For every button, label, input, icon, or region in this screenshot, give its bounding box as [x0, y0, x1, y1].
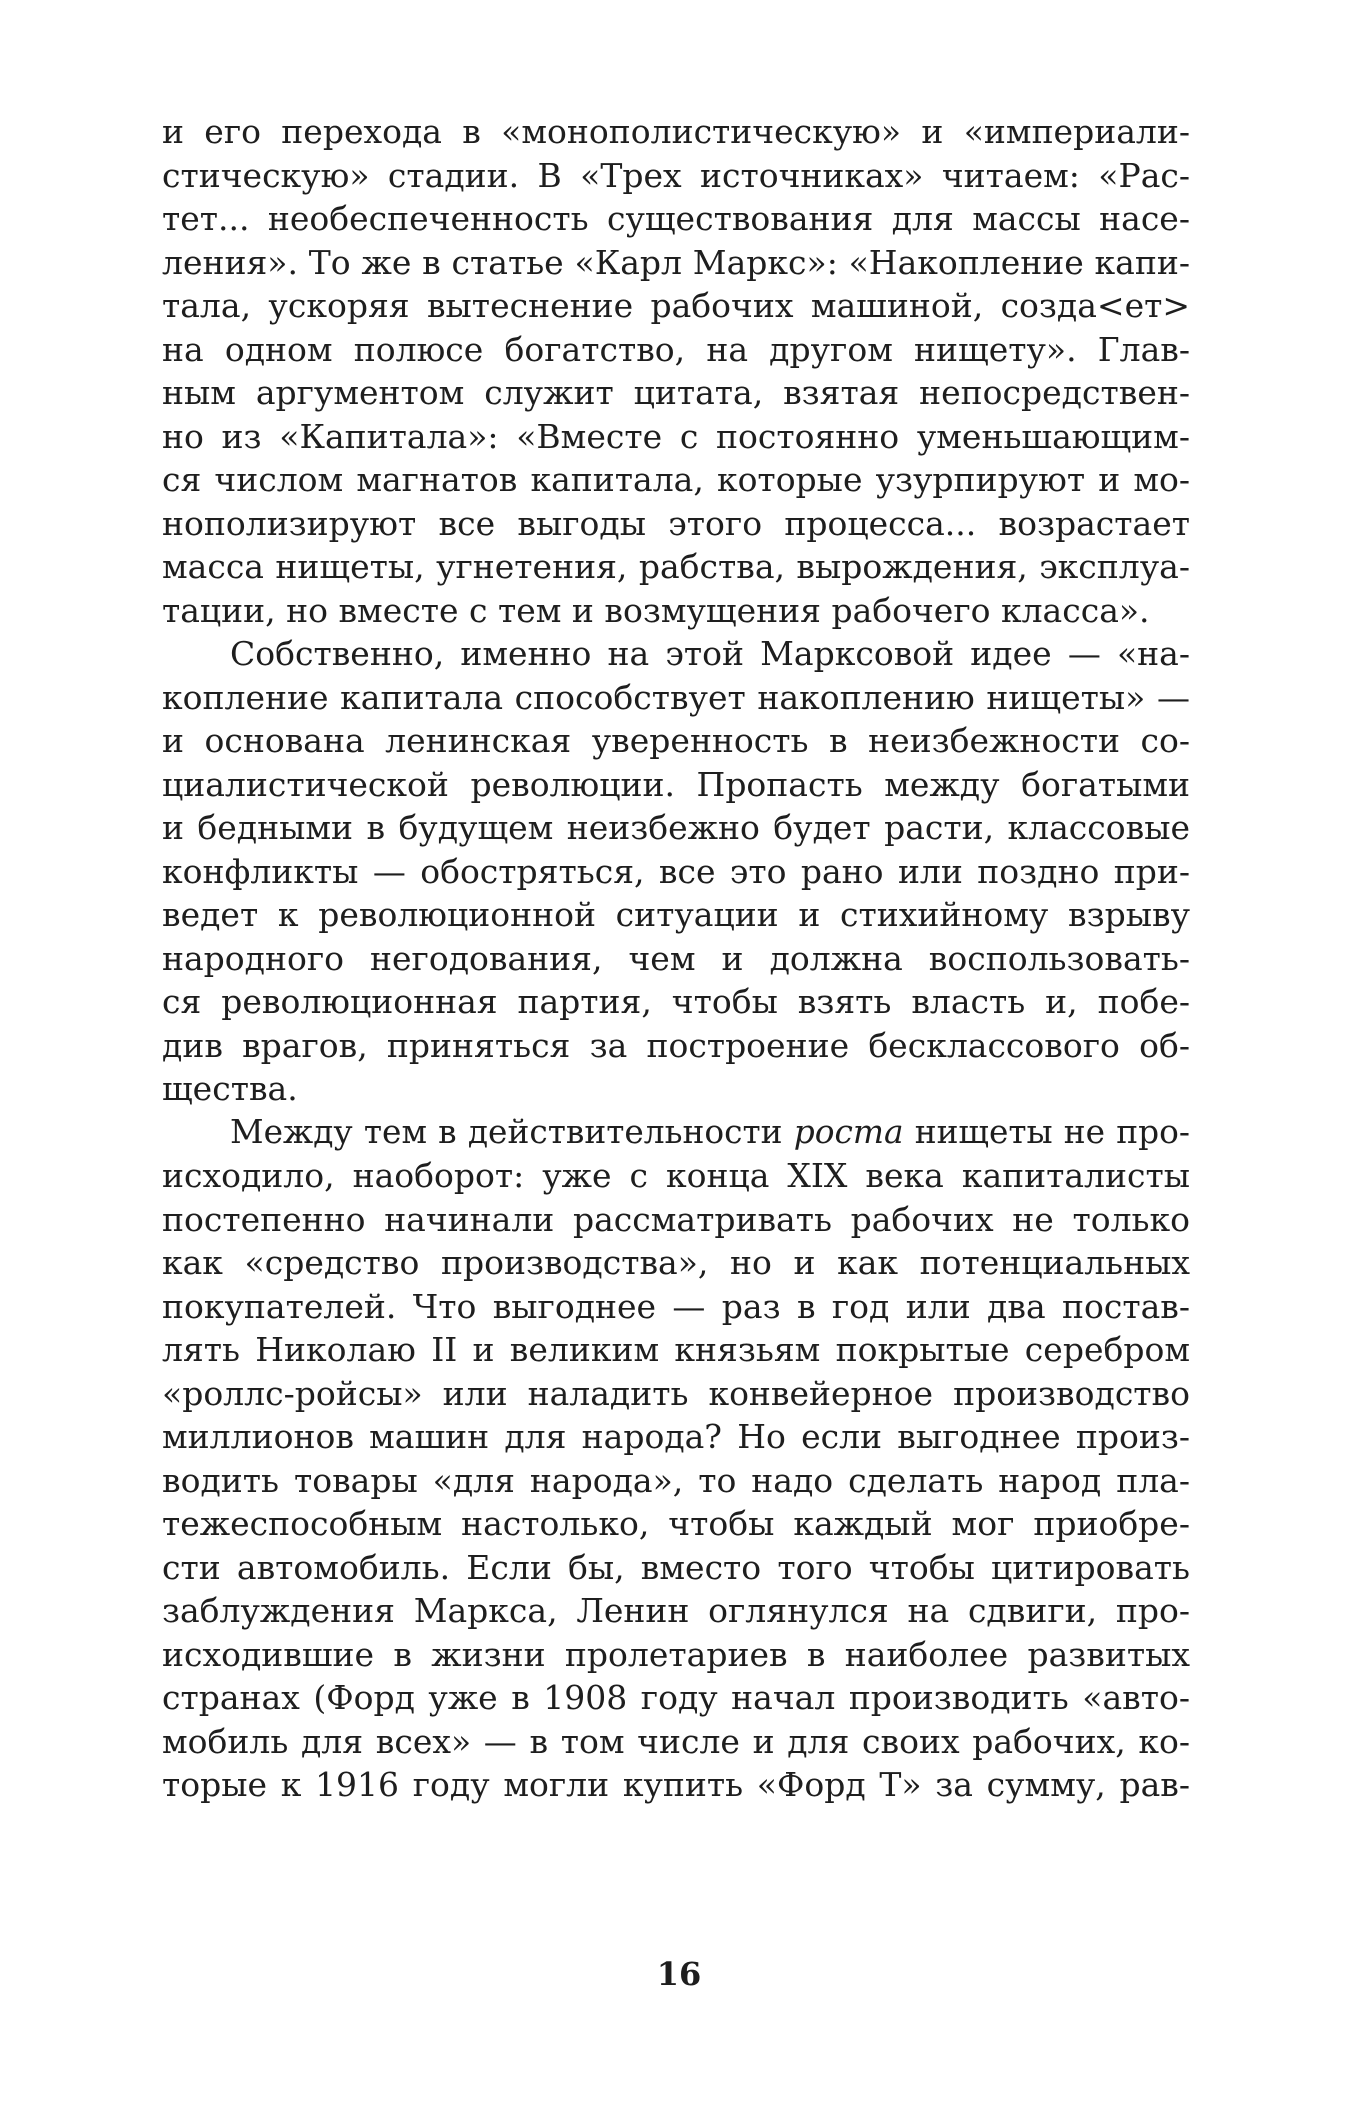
text-line: водить товары «для народа», то надо сделать народ пла- — [162, 1460, 1190, 1500]
text-line: тежеспособным настолько, чтобы каждый мог приобре- — [162, 1504, 1190, 1543]
body-text — [162, 110, 1190, 1807]
text-line: див врагов, приняться за построение бесклассового об- — [162, 1025, 1190, 1065]
text-line: народного негодования, чем и должна воспользовать- — [162, 938, 1190, 978]
text-line: и бедными в будущем неизбежно будет расти, классовые — [162, 808, 1190, 847]
text-line: «роллс-ройсы» или наладить конвейерное производство — [162, 1373, 1190, 1413]
text-line: Собственно, именно на этой Марксовой идее — «на- — [230, 634, 1190, 673]
text-line: конфликты — обостряться, все это рано или поздно при- — [162, 851, 1190, 891]
text-run: Между тем в действительности — [230, 1112, 794, 1151]
text-line: постепенно начинали рассматривать рабочих не только — [162, 1199, 1190, 1239]
text-line: но из «Капитала»: «Вместе с постоянно уменьшающим- — [162, 416, 1190, 456]
text-line: ведет к революционной ситуации и стихийному взрыву — [162, 895, 1190, 934]
text-line: и основана ленинская уверенность в неизбежности со- — [162, 721, 1190, 760]
text-line: тала, ускоряя вытеснение рабочих машиной, созда<ет> — [162, 286, 1190, 325]
text-line: ным аргументом служит цитата, взятая непосредствен- — [162, 373, 1190, 412]
text-line: лять Николаю II и великим князьям покрытые серебром — [162, 1330, 1190, 1369]
text-line: тации, но вместе с тем и возмущения рабочего класса». — [162, 590, 1150, 630]
text-line: исходило, наоборот: уже с конца XIX века капиталисты — [162, 1156, 1190, 1195]
text-line: торые к 1916 году могли купить «Форд Т» за сумму, рав- — [162, 1765, 1190, 1804]
text-line: нополизируют все выгоды этого процесса... возрастает — [162, 503, 1190, 543]
emphasized-word: роста — [793, 1112, 904, 1151]
text-line: покупателей. Что выгоднее — раз в год или два постав- — [162, 1286, 1190, 1326]
text-line — [162, 1111, 1190, 1155]
text-line: сти автомобиль. Если бы, вместо того чтобы цитировать — [162, 1547, 1190, 1587]
page-number: 16 — [656, 1955, 702, 1993]
text-line: мобиль для всех» — в том числе и для своих рабочих, ко- — [162, 1721, 1190, 1761]
text-line: ся числом магнатов капитала, которые узурпируют и мо- — [162, 460, 1190, 499]
text-line: миллионов машин для народа? Но если выгоднее произ- — [162, 1417, 1190, 1456]
text-line: заблуждения Маркса, Ленин оглянулся на сдвиги, про- — [162, 1591, 1190, 1630]
text-line: стическую» стадии. В «Трех источниках» читаем: «Рас- — [162, 155, 1190, 195]
text-line: щества. — [162, 1069, 298, 1108]
text-run: нищеты не про- — [903, 1112, 1190, 1151]
text-line: тет... необеспеченность существования для массы насе- — [162, 199, 1190, 238]
text-line: как «средство производства», но и как потенциальных — [162, 1243, 1190, 1282]
text-line: ления». То же в статье «Карл Маркс»: «Накопление капи- — [162, 242, 1190, 282]
text-line: на одном полюсе богатство, на другом нищету». Глав- — [162, 329, 1190, 369]
text-line: копление капитала способствует накоплению нищеты» — — [162, 677, 1190, 717]
text-line: странах (Форд уже в 1908 году начал производить «авто- — [162, 1678, 1190, 1717]
text-line: ся революционная партия, чтобы взять власть и, побе- — [162, 982, 1190, 1021]
text-line: исходившие в жизни пролетариев в наиболее развитых — [162, 1634, 1190, 1674]
text-line: циалистической революции. Пропасть между богатыми — [162, 764, 1190, 804]
text-line: и его перехода в «монополистическую» и «империали- — [162, 112, 1190, 151]
text-line: масса нищеты, угнетения, рабства, вырождения, эксплуа- — [162, 547, 1190, 586]
